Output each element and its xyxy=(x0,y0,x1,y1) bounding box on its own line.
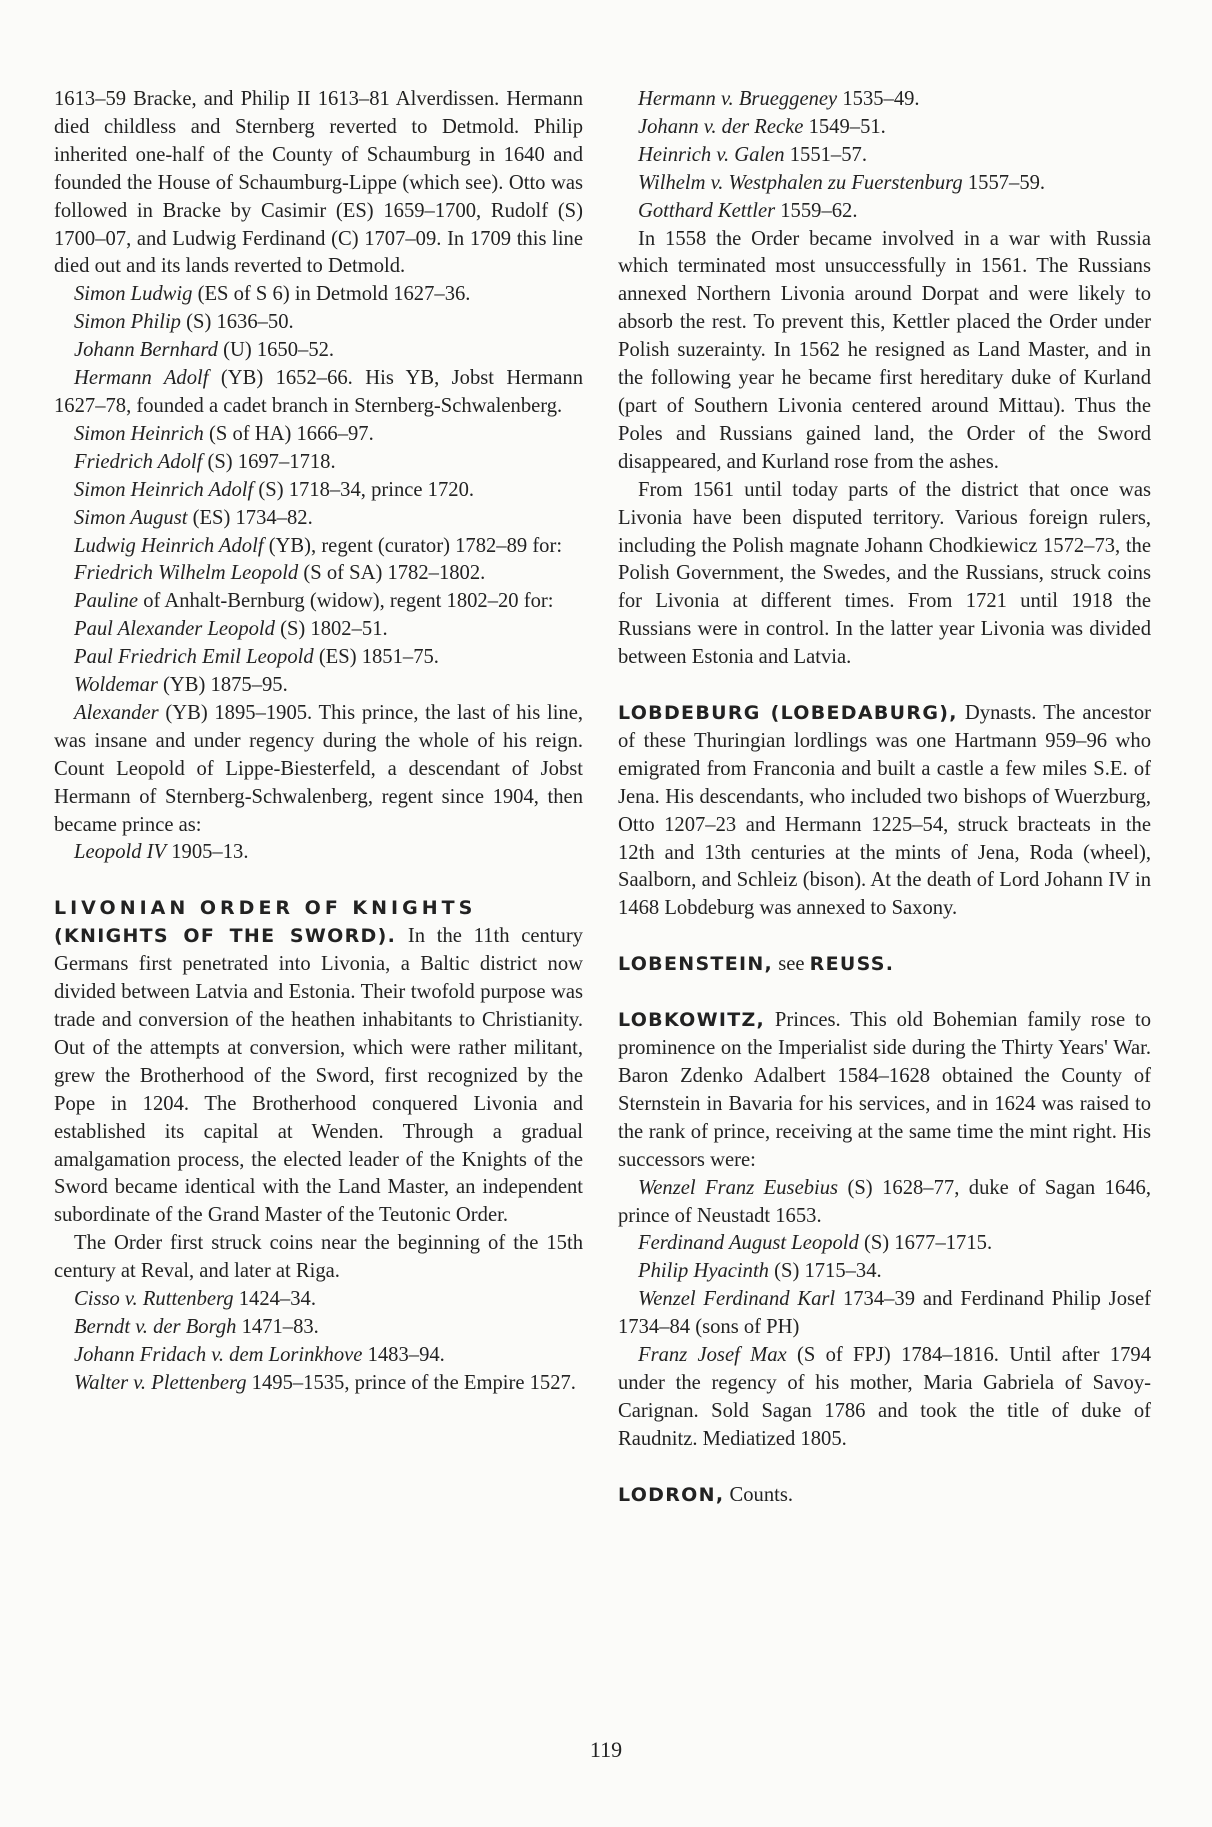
ruler-details: (S) 1718–34, prince 1720. xyxy=(253,478,475,501)
ruler-details: 1424–34. xyxy=(233,1288,316,1311)
ruler-details: (S) 1636–50. xyxy=(180,311,294,334)
ruler-details: 1905–13. xyxy=(166,841,249,864)
entry-lobenstein xyxy=(618,951,1151,979)
entry-text: Princes. This old Bohemian family rose to prominence on the Imperialist side during the Thirty Years' War. Baron Zdenko Adalbert 1584–1628 obtained the County of Sternstein in Bavaria for his services, and in 1624 was raised to the rank of prince, receiving at the same time the mint right. His successors were: xyxy=(618,1009,1151,1171)
ruler-details: of Anhalt-Bernburg (widow), regent 1802–20 for: xyxy=(138,590,554,613)
ruler-entry xyxy=(54,1342,583,1370)
ruler-entry xyxy=(54,1370,583,1398)
ruler-name: Simon Ludwig xyxy=(74,283,193,306)
entry-lodron xyxy=(618,1482,1151,1510)
ruler-details: (S) 1677–1715. xyxy=(858,1232,993,1255)
ruler-name: Friedrich Adolf xyxy=(74,450,203,473)
ruler-entry xyxy=(54,616,583,644)
ruler-entry xyxy=(54,700,583,840)
paragraph: In 1558 the Order became involved in a war with Russia which terminated most unsuccessfully in 1561. The Russians annexed Northern Livonia around Dorpat and were likely to absorb the rest. To prevent this, Kettler placed the Order under Polish suzerainty. In 1562 he resigned as Land Master, and in the following year he became first hereditary duke of Kurland (part of Southern Livonia centered around Mittau). Thus the Poles and Russians gained land, the Order of the Sword disappeared, and Kurland rose from the ashes. xyxy=(618,227,1151,473)
ruler-entry xyxy=(54,337,583,365)
ruler-name: Paul Alexander Leopold xyxy=(74,618,275,641)
ruler-name: Alexander xyxy=(74,701,159,724)
ruler-name: Hermann v. Brueggeney xyxy=(638,88,838,110)
ruler-entry xyxy=(618,1258,1151,1286)
ruler-name: Cisso v. Ruttenberg xyxy=(74,1288,234,1311)
ruler-details: 1535–49. xyxy=(837,88,920,110)
paragraph-lippe-continued: 1613–59 Bracke, and Philip II 1613–81 Alverdissen. Hermann died childless and Sternberg reverted to Detmold. Philip inherited one-half of the County of Schaumburg in 1640 and founded the House of Schaumburg-Lippe (which see). Otto was followed in Bracke by Casimir (ES) 1659–1700, Rudolf (S) 1700–07, and Ludwig Ferdinand (C) 1707–09. In 1709 this line died out and its lands reverted to Detmold. xyxy=(54,88,583,278)
ruler-entry xyxy=(54,421,583,449)
ruler-name: Ferdinand August Leopold xyxy=(638,1232,859,1255)
ruler-name: Johann Bernhard xyxy=(74,339,218,362)
ruler-name: Walter v. Plettenberg xyxy=(74,1371,247,1394)
ruler-entry xyxy=(618,114,1151,142)
ruler-name: Friedrich Wilhelm Leopold xyxy=(74,562,299,585)
entry-subheading: (KNIGHTS OF THE SWORD). xyxy=(54,925,397,948)
left-column xyxy=(54,86,583,1398)
see-text: see xyxy=(773,953,810,976)
entry-heading: LIVONIAN ORDER OF KNIGHTS xyxy=(54,897,477,920)
ruler-entry xyxy=(618,142,1151,170)
ruler-details: (S) 1697–1718. xyxy=(202,450,336,473)
ruler-details: (S of HA) 1666–97. xyxy=(203,422,374,445)
entry-heading: LOBDEBURG (LOBEDABURG), xyxy=(618,702,958,725)
entry-livonian-intro xyxy=(54,923,583,1230)
ruler-name: Simon August xyxy=(74,506,188,529)
ruler-details: (ES) 1734–82. xyxy=(187,506,313,529)
ruler-name: Gotthard Kettler xyxy=(638,199,776,222)
ruler-entry xyxy=(54,839,583,867)
ruler-details: 1557–59. xyxy=(962,171,1046,194)
ruler-entry xyxy=(618,170,1151,198)
ruler-name: Leopold IV xyxy=(74,841,167,864)
ruler-entry xyxy=(618,86,1151,114)
ruler-name: Wilhelm v. Westphalen zu Fuerstenburg xyxy=(638,171,963,194)
ruler-name: Franz Josef Max xyxy=(638,1344,787,1367)
ruler-details: (YB) 1652–66. His YB, Jobst Hermann 1627–78, founded a cadet branch in Sternberg-Schwalenberg. xyxy=(54,367,584,417)
ruler-details: 1734–39 and Ferdinand Philip Josef 1734–84 (sons of PH) xyxy=(618,1288,1152,1339)
ruler-entry xyxy=(54,365,583,421)
ruler-entry xyxy=(54,1286,583,1314)
entry-text: In the 11th century Germans first penetrated into Livonia, a Baltic district now divided between Latvia and Estonia. Their twofold purpose was trade and conversion of the heathen inhabitants to Christianity. Out of the attempts at conversion, which were rather militant, grew the Brotherhood of the Sword, first recognized by the Pope in 1204. The Brotherhood conquered Livonia and established its capital at Wenden. Through a gradual amalgamation process, the elected leader of the Knights of the Sword became identical with the Land Master, an independent subordinate of the Grand Master of the Teutonic Order. xyxy=(54,925,583,1227)
entry-text: Counts. xyxy=(724,1483,794,1506)
ruler-name: Hermann Adolf xyxy=(74,367,209,390)
entry-heading: LODRON, xyxy=(618,1483,725,1506)
page-number: 119 xyxy=(589,1737,623,1762)
entry-livonian-order xyxy=(54,895,583,923)
ruler-details: (S) 1802–51. xyxy=(274,618,388,641)
ruler-entry xyxy=(54,644,583,672)
entry-lobdeburg xyxy=(618,700,1151,923)
ruler-details: 1471–83. xyxy=(236,1315,319,1338)
ruler-entry xyxy=(618,1230,1151,1258)
ruler-name: Heinrich v. Galen xyxy=(638,143,785,166)
ruler-name: Paul Friedrich Emil Leopold xyxy=(74,646,314,669)
ruler-details: (ES of S 6) in Detmold 1627–36. xyxy=(192,283,471,306)
paragraph: The Order first struck coins near the beginning of the 15th century at Reval, and later at Riga. xyxy=(54,1232,583,1283)
ruler-details: 1559–62. xyxy=(775,199,858,222)
ruler-details: (ES) 1851–75. xyxy=(313,646,439,669)
ruler-name: Simon Heinrich Adolf xyxy=(74,478,254,501)
entry-heading: LOBKOWITZ, xyxy=(618,1009,766,1032)
ruler-entry xyxy=(54,309,583,337)
ruler-name: Ludwig Heinrich Adolf xyxy=(74,534,264,557)
ruler-details: (S) 1715–34. xyxy=(768,1260,882,1283)
ruler-details: 1551–57. xyxy=(784,143,867,166)
ruler-details: 1483–94. xyxy=(362,1343,445,1366)
entry-heading: LOBENSTEIN, xyxy=(618,953,774,976)
ruler-details: (S of FPJ) 1784–1816. Until after 1794 under the regency of his mother, Maria Gabriela of Savoy-Carignan. Sold Sagan 1786 and took the title of duke of Raudnitz. Mediatized 1805. xyxy=(618,1344,1152,1450)
right-column xyxy=(618,86,1151,1510)
ruler-name: Berndt v. der Borgh xyxy=(74,1315,237,1338)
ruler-details: (S of SA) 1782–1802. xyxy=(298,562,486,585)
entry-lobkowitz xyxy=(618,1007,1151,1174)
ruler-entry xyxy=(54,533,583,561)
ruler-entry xyxy=(54,505,583,533)
ruler-name: Philip Hyacinth xyxy=(638,1260,769,1283)
ruler-name: Johann Fridach v. dem Lorinkhove xyxy=(74,1343,363,1366)
ruler-entry xyxy=(618,1286,1151,1342)
ruler-details: (YB), regent (curator) 1782–89 for: xyxy=(263,534,563,557)
ruler-details: (S) 1628–77, duke of Sagan 1646, prince of Neustadt 1653. xyxy=(618,1176,1151,1227)
ruler-entry xyxy=(54,588,583,616)
ruler-entry xyxy=(618,1342,1151,1454)
ruler-details: 1549–51. xyxy=(803,115,886,138)
cross-reference-link[interactable]: REUSS. xyxy=(809,953,895,976)
ruler-name: Wenzel Ferdinand Karl xyxy=(638,1288,836,1311)
ruler-entry xyxy=(54,281,583,309)
ruler-entry xyxy=(54,449,583,477)
ruler-name: Woldemar xyxy=(74,674,158,697)
ruler-name: Simon Philip xyxy=(74,311,181,334)
paragraph: From 1561 until today parts of the district that once was Livonia have been disputed territory. Various foreign rulers, including the Polish magnate Johann Chodkiewicz 1572–73, the Polish Government, the Swedes, and the Russians, struck coins for Livonia at different times. From 1721 until 1918 the Russians were in control. In the latter year Livonia was divided between Estonia and Latvia. xyxy=(618,478,1151,669)
ruler-entry xyxy=(54,477,583,505)
ruler-details: (YB) 1895–1905. This prince, the last of his line, was insane and under regency during the whole of his reign. Count Leopold of Lippe-Biesterfeld, a descendant of Jobst Hermann of Sternberg-Schwalenberg, regent since 1904, then became prince as: xyxy=(54,701,583,836)
ruler-entry xyxy=(54,1314,583,1342)
ruler-entry xyxy=(54,560,583,588)
ruler-entry xyxy=(618,1175,1151,1231)
ruler-details: (U) 1650–52. xyxy=(217,339,335,362)
ruler-name: Johann v. der Recke xyxy=(638,115,804,138)
ruler-name: Wenzel Franz Eusebius xyxy=(638,1176,839,1199)
ruler-name: Simon Heinrich xyxy=(74,422,204,445)
ruler-entry xyxy=(54,672,583,700)
ruler-name: Pauline xyxy=(74,590,139,613)
entry-text: Dynasts. The ancestor of these Thuringian lordlings was one Hartmann 959–96 who emigrated from Franconia and built a castle a few miles S.E. of Jena. His descendants, who included two bishops of Wuerzburg, Otto 1207–23 and Hermann 1225–54, struck bracteats in the 12th and 13th centuries at the mints of Jena, Roda (wheel), Saalborn, and Schleiz (bison). At the death of Lord Johann IV in 1468 Lobdeburg was annexed to Saxony. xyxy=(618,702,1151,920)
ruler-entry xyxy=(618,198,1151,226)
ruler-details: 1495–1535, prince of the Empire 1527. xyxy=(246,1371,576,1394)
ruler-details: (YB) 1875–95. xyxy=(157,674,288,697)
